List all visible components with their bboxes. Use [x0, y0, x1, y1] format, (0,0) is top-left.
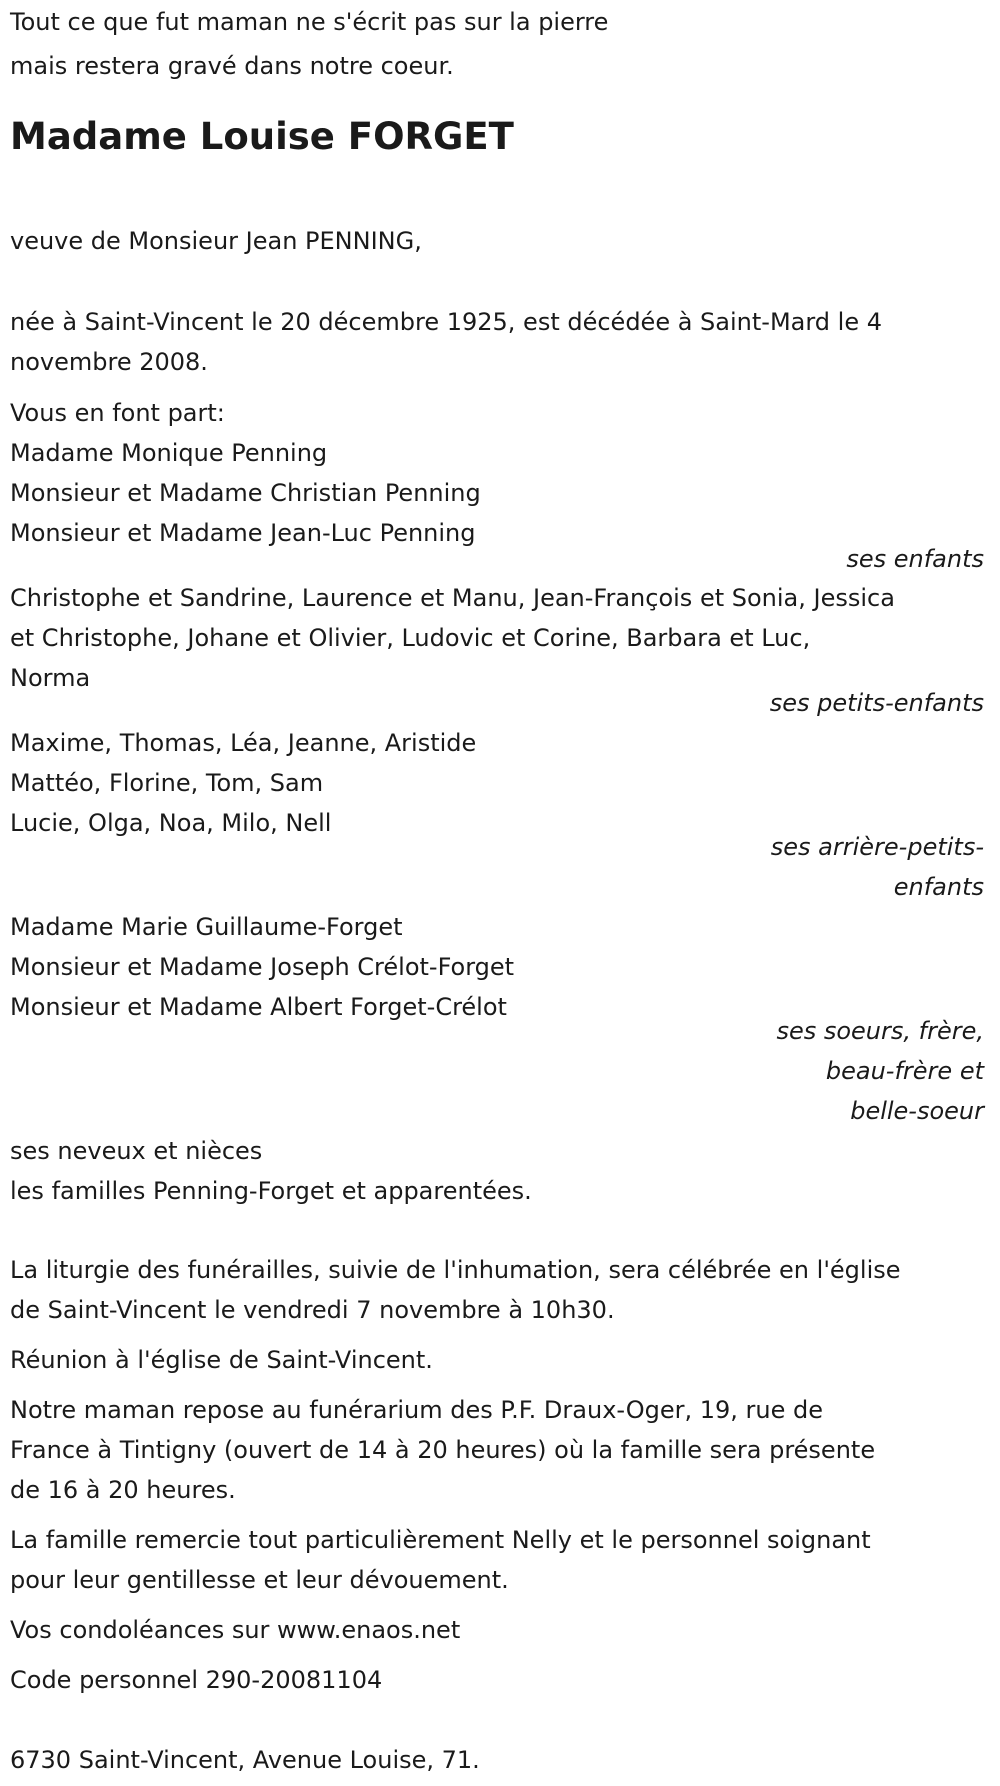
list-item: Monsieur et Madame Joseph Crélot-Forget [10, 953, 515, 981]
others-list [10, 1131, 532, 1211]
personal-code: Code personnel 290-20081104 [10, 1666, 383, 1694]
list-item: Maxime, Thomas, Léa, Jeanne, Aristide [10, 729, 477, 757]
list-item: Madame Marie Guillaume-Forget [10, 913, 403, 941]
relation-label: belle-soeur [850, 1097, 984, 1125]
list-item: Norma [10, 664, 91, 692]
liturgy [10, 1250, 901, 1330]
relation-label: ses soeurs, frère, [776, 1017, 984, 1045]
grandchildren-list [10, 578, 895, 698]
funeral-home [10, 1390, 875, 1510]
relation-label: beau-frère et [825, 1057, 984, 1085]
list-item: Monsieur et Madame Jean-Luc Penning [10, 519, 476, 547]
meeting: Réunion à l'église de Saint-Vincent. [10, 1346, 433, 1374]
epigraph-line: Tout ce que fut maman ne s'écrit pas sur la pierre [10, 8, 609, 36]
relation-label: enfants [893, 873, 984, 901]
announce: Vous en font part: [10, 399, 225, 427]
list-item: Christophe et Sandrine, Laurence et Manu, Jean-François et Sonia, Jessica [10, 584, 895, 612]
funeral-home-line: de 16 à 20 heures. [10, 1476, 236, 1504]
funeral-home-line: Notre maman repose au funérarium des P.F. Draux-Oger, 19, rue de [10, 1396, 824, 1424]
great-grandchildren-list [10, 723, 476, 843]
relation-label: ses enfants [846, 545, 984, 573]
address: 6730 Saint-Vincent, Avenue Louise, 71. [10, 1746, 480, 1774]
thanks [10, 1520, 871, 1600]
epigraph-line: mais restera gravé dans notre coeur. [10, 52, 454, 80]
birth-death [10, 302, 882, 382]
relation-label: ses arrière-petits- [770, 833, 984, 861]
grandchildren-label [770, 683, 990, 723]
list-item: Monsieur et Madame Christian Penning [10, 479, 481, 507]
widow-of: veuve de Monsieur Jean PENNING, [10, 227, 422, 255]
list-item: Madame Monique Penning [10, 439, 328, 467]
thanks-line: La famille remercie tout particulièrement Nelly et le personnel soignant [10, 1526, 871, 1554]
list-item: les familles Penning-Forget et apparentées. [10, 1177, 532, 1205]
great-grandchildren-label [771, 827, 990, 907]
birth-death-line: novembre 2008. [10, 348, 208, 376]
funeral-home-line: France à Tintigny (ouvert de 14 à 20 heures) où la famille sera présente [10, 1436, 876, 1464]
liturgy-line: de Saint-Vincent le vendredi 7 novembre à 10h30. [10, 1296, 615, 1324]
list-item: Lucie, Olga, Noa, Milo, Nell [10, 809, 332, 837]
list-item: et Christophe, Johane et Olivier, Ludovic et Corine, Barbara et Luc, [10, 624, 811, 652]
epigraph [10, 2, 608, 86]
siblings-label [776, 1011, 990, 1131]
relation-label: ses petits-enfants [769, 689, 984, 717]
condolences: Vos condoléances sur www.enaos.net [10, 1616, 461, 1644]
list-item: Mattéo, Florine, Tom, Sam [10, 769, 324, 797]
birth-death-line: née à Saint-Vincent le 20 décembre 1925, est décédée à Saint-Mard le 4 [10, 308, 882, 336]
children-label [846, 539, 990, 579]
list-item: Monsieur et Madame Albert Forget-Crélot [10, 993, 507, 1021]
children-list [10, 433, 481, 553]
liturgy-line: La liturgie des funérailles, suivie de l'inhumation, sera célébrée en l'église [10, 1256, 901, 1284]
thanks-line: pour leur gentillesse et leur dévouement. [10, 1566, 509, 1594]
list-item: ses neveux et nièces [10, 1137, 263, 1165]
deceased-name: Madame Louise FORGET [10, 115, 514, 158]
siblings-list [10, 907, 514, 1027]
